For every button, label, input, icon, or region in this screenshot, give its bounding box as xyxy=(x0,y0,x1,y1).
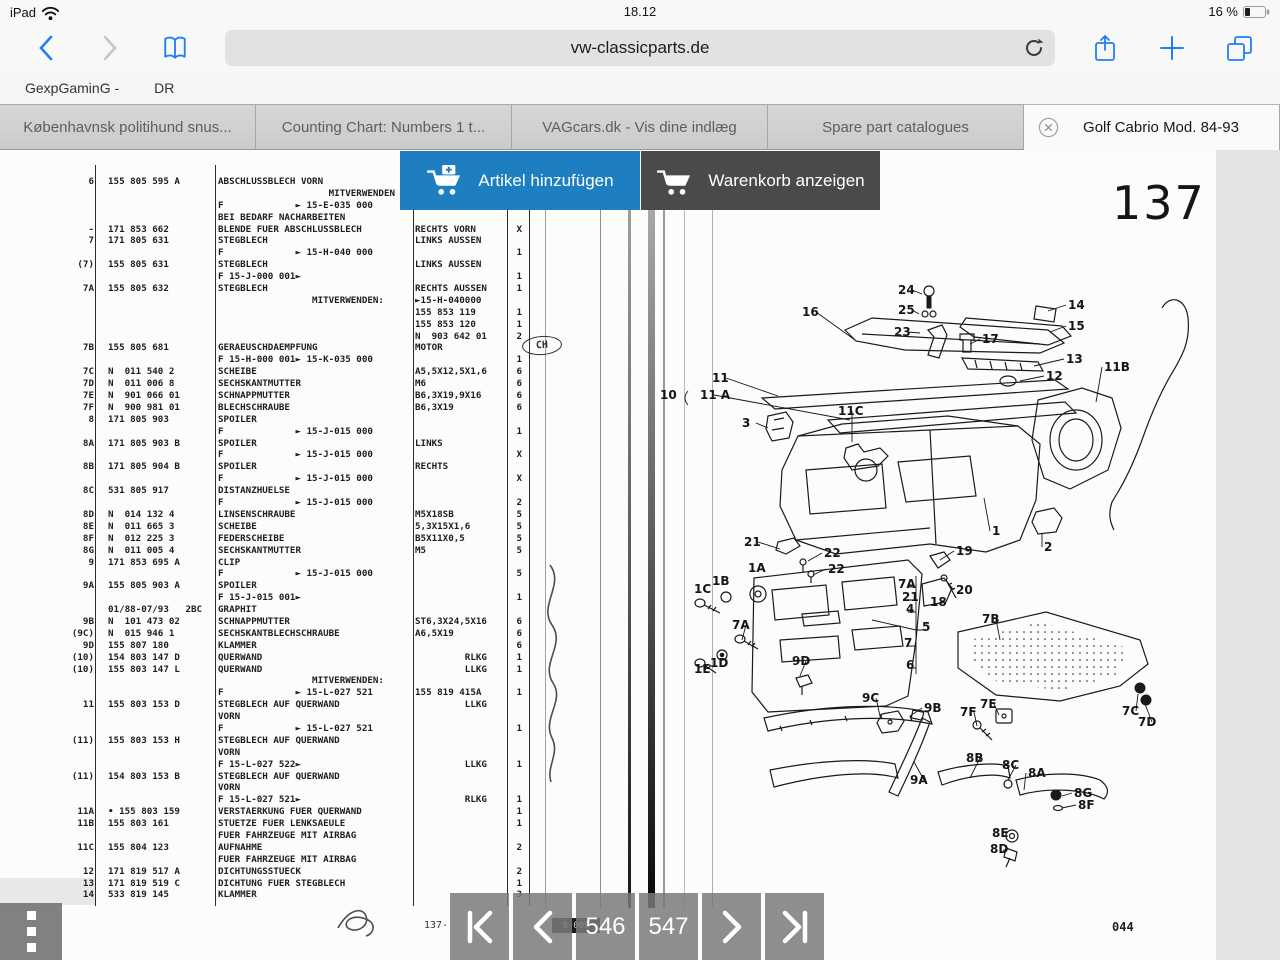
ch-stamp: CH xyxy=(521,335,562,357)
add-article-label: Artikel hinzufügen xyxy=(478,170,614,190)
tab-counting-chart[interactable]: Counting Chart: Numbers 1 t... xyxy=(256,104,512,150)
scan-bottom-number: 044 xyxy=(1112,920,1134,934)
diagram-callout-7C: 7C xyxy=(1122,704,1140,718)
diagram-callout-20: 20 xyxy=(956,583,973,597)
pagination-bar xyxy=(450,893,824,960)
diagram-callout-21: 21 xyxy=(744,535,761,549)
table-row: F ► 15-E-035 000 xyxy=(218,199,373,211)
tab-bar xyxy=(0,104,1280,150)
diagram-callout-18: 18 xyxy=(930,595,947,609)
table-row: 8C 531 805 917 DISTANZHUELSE xyxy=(82,485,290,497)
table-row: (10) 155 803 147 L QUERWAND LLKG 1 xyxy=(71,663,522,675)
table-row: 9D 155 807 180 KLAMMER 6 xyxy=(82,639,522,651)
safari-toolbar xyxy=(0,24,1280,72)
table-row: F ► 15-L-027 521 1 xyxy=(218,722,522,734)
diagram-callout-7: 7 xyxy=(904,636,913,650)
exploded-parts-diagram xyxy=(620,200,1216,960)
bookmarks-bar xyxy=(0,72,1280,104)
diagram-callout-9A: 9A xyxy=(910,773,928,787)
bookmark-item[interactable]: GexpGaminG - xyxy=(25,80,120,96)
table-row: 11A • 155 803 159 VERSTAERKUNG FUER QUERWAND 1 xyxy=(77,806,522,818)
reload-button[interactable] xyxy=(1023,37,1045,59)
table-row: 8F N 012 225 3 FEDERSCHEIBE B5X11X0,5 5 xyxy=(82,532,522,544)
table-row: 11 155 803 153 D STEGBLECH AUF QUERWAND LLKG xyxy=(82,699,487,711)
table-row: N 903 642 01 2 xyxy=(415,330,522,342)
table-row: FUER FAHRZEUGE MIT AIRBAG xyxy=(218,829,357,841)
table-row: 11B 155 803 161 STUETZE FUER LENKSAEULE 1 xyxy=(77,818,522,830)
first-page-button[interactable] xyxy=(450,893,509,960)
address-bar[interactable] xyxy=(225,30,1055,66)
cart-icon xyxy=(656,165,694,197)
table-row: 11C 155 804 123 AUFNAHME 2 xyxy=(77,841,522,853)
tabs-icon xyxy=(1226,35,1253,62)
diagram-callout-11C: 11C xyxy=(838,404,864,418)
table-row: F ► 15-H-040 000 1 xyxy=(218,247,522,259)
share-button[interactable] xyxy=(1088,32,1122,64)
table-row: F ► 15-J-015 000 5 xyxy=(218,568,522,580)
diagram-callout-11A: 11 A xyxy=(700,388,731,402)
overflow-menu-button[interactable] xyxy=(0,903,62,960)
diagram-callout-1B: 1B xyxy=(712,574,730,588)
diagram-callout-1C: 1C xyxy=(694,582,712,596)
url-text: vw-classicparts.de xyxy=(570,38,710,57)
table-row: F ► 15-J-015 000 X xyxy=(218,449,522,461)
diagram-callout-7D: 7D xyxy=(1138,715,1157,729)
diagram-callout-12: 12 xyxy=(1046,369,1063,383)
table-row: 155 853 120 1 xyxy=(415,318,522,330)
current-page-button[interactable]: 546 xyxy=(576,893,635,960)
share-icon xyxy=(1093,33,1117,63)
table-row: F 15-L-027 522► LLKG 1 xyxy=(218,758,522,770)
diagram-callout-1A: 1A xyxy=(748,561,766,575)
table-row: VORN xyxy=(218,782,241,794)
table-row: F ► 15-J-015 000 1 xyxy=(218,425,522,437)
table-row: MITVERWENDEN: xyxy=(218,675,384,687)
table-row: BEI BEDARF NACHARBEITEN xyxy=(218,211,346,223)
plus-icon xyxy=(1158,34,1186,62)
table-row: 7F N 900 981 01 BLECHSCHRAUBE B6,3X19 6 xyxy=(82,401,522,413)
tab-vagcars[interactable]: VAGcars.dk - Vis dine indlæg xyxy=(512,104,768,150)
diagram-callout-3: 3 xyxy=(742,416,751,430)
table-row: (10) 154 803 147 D QUERWAND RLKG 1 xyxy=(71,651,522,663)
diagram-callout-8G: 8G xyxy=(1074,786,1093,800)
table-row: 7E N 901 066 01 SCHNAPPMUTTER B6,3X19,9X16 6 xyxy=(82,390,522,402)
diagram-callout-11: 11 xyxy=(712,371,729,385)
diagram-callout-7A: 7A xyxy=(898,577,916,591)
status-time: 18.12 xyxy=(623,4,657,19)
diagram-callout-7B: 7B xyxy=(982,612,1000,626)
table-row: MITVERWENDEN: ►15-H-040000 xyxy=(218,294,482,306)
table-row: F 15-L-027 521► RLKG 1 xyxy=(218,794,522,806)
catalog-page-number: 137 xyxy=(1112,176,1206,230)
scan-fold-line xyxy=(600,160,601,908)
table-row: 7A 155 805 632 STEGBLECH RECHTS AUSSEN 1 xyxy=(82,283,522,295)
table-row: 13 171 819 519 C DICHTUNG FUER STEGBLECH 1 xyxy=(82,877,522,889)
diagram-callout-16: 16 xyxy=(802,305,819,319)
bookmark-item[interactable]: DR xyxy=(154,80,175,96)
table-row: 8B 171 805 904 B SPOILER RECHTS xyxy=(82,461,449,473)
scan-fold-line xyxy=(545,160,546,908)
diagram-callout-8B: 8B xyxy=(966,751,984,765)
diagram-callout-14: 14 xyxy=(1068,298,1085,312)
diagram-callout-21: 21 xyxy=(902,590,919,604)
diagram-callout-24: 24 xyxy=(898,283,915,297)
table-row: 7 171 805 631 STEGBLECH LINKS AUSSEN xyxy=(88,235,482,247)
battery-percent: 16 % xyxy=(1208,4,1238,19)
diagram-callout-7E: 7E xyxy=(980,697,997,711)
diagram-callout-8C: 8C xyxy=(1002,758,1020,772)
pen-scribble xyxy=(520,560,590,790)
scan-footer-text: 137- xyxy=(424,920,449,931)
diagram-callout-4: 4 xyxy=(906,602,915,616)
table-row: 7B 155 805 681 GERAEUSCHDAEMPFUNG MOTOR xyxy=(82,342,443,354)
active-tab-title: Golf Cabrio Mod. 84-93 xyxy=(1083,119,1239,136)
tab-kobenhavnsk[interactable]: Københavnsk politihund snus... xyxy=(0,104,256,150)
diagram-callout-9B: 9B xyxy=(924,701,942,715)
table-row: - 171 853 662 BLENDE FUER ABSCHLUSSBLECH RECHTS VORN X xyxy=(88,223,522,235)
tab-golf-cabrio-active[interactable] xyxy=(1024,104,1280,150)
table-row: (11) 154 803 153 B STEGBLECH AUF QUERWAND xyxy=(71,770,340,782)
table-row: (11) 155 803 153 H STEGBLECH AUF QUERWAND xyxy=(71,734,340,746)
webpage-content xyxy=(0,150,1280,960)
table-row: F ► 15-J-015 000 X xyxy=(218,473,522,485)
diagram-callout-13: 13 xyxy=(1066,352,1083,366)
diagram-callout-15: 15 xyxy=(1068,319,1085,333)
diagram-callout-10: 10 xyxy=(660,388,677,402)
new-tab-button[interactable] xyxy=(1155,32,1189,64)
diagram-callout-7A: 7A xyxy=(732,618,750,632)
table-row: 8 171 805 903 SPOILER xyxy=(88,413,257,425)
forward-button[interactable] xyxy=(93,32,127,64)
table-row: F 15-H-000 001► 15-K-035 000 1 xyxy=(218,354,522,366)
table-row: F 15-J-015 001► 1 xyxy=(218,592,522,604)
next-page-button[interactable] xyxy=(702,893,761,960)
table-row: 7C N 011 540 2 SCHEIBE A5,5X12,5X1,6 6 xyxy=(82,366,522,378)
previous-page-button[interactable] xyxy=(513,893,572,960)
menu-dot-icon xyxy=(27,927,36,936)
diagram-callout-7F: 7F xyxy=(960,705,977,719)
table-row: 14 533 819 145 KLAMMER xyxy=(82,889,257,901)
table-row: 9B N 101 473 02 SCHNAPPMUTTER ST6,3X24,5X16 6 xyxy=(82,615,522,627)
scan-right-margin xyxy=(1216,150,1280,960)
table-row: 8G N 011 005 4 SECHSKANTMUTTER M5 5 xyxy=(82,544,522,556)
table-row: 7D N 011 006 8 SECHSKANTMUTTER M6 6 xyxy=(82,378,522,390)
diagram-callout-1D: 1D xyxy=(710,656,729,670)
diagram-callout-6: 6 xyxy=(906,658,915,672)
table-row: 9 171 853 695 A CLIP xyxy=(88,556,241,568)
diagram-callout-1: 1 xyxy=(992,524,1001,538)
diagram-callout-8F: 8F xyxy=(1078,798,1095,812)
diagram-callout-8A: 8A xyxy=(1028,766,1046,780)
book-icon xyxy=(162,35,188,61)
next-page-number-button[interactable]: 547 xyxy=(639,893,698,960)
diagram-callout-9D: 9D xyxy=(792,654,811,668)
diagram-callout-25: 25 xyxy=(898,303,915,317)
table-row: VORN xyxy=(218,711,241,723)
pen-scribble xyxy=(328,890,388,950)
diagram-callout-11B: 11B xyxy=(1104,360,1130,374)
tab-spare-part-catalogues[interactable]: Spare part catalogues xyxy=(768,104,1024,150)
diagram-callout-17: 17 xyxy=(982,332,999,346)
diagram-callout-5: 5 xyxy=(922,620,931,634)
parts-table xyxy=(60,176,530,901)
table-row: (7) 155 805 631 STEGBLECH LINKS AUSSEN xyxy=(77,259,482,271)
table-row: F ► 15-J-015 000 2 xyxy=(218,497,522,509)
table-row: F ► 15-L-027 521 155 819 415A 1 xyxy=(218,687,522,699)
view-cart-label: Warenkorb anzeigen xyxy=(708,170,865,190)
diagram-callout-8D: 8D xyxy=(990,842,1009,856)
diagram-callout-9C: 9C xyxy=(862,691,880,705)
last-page-button[interactable] xyxy=(765,893,824,960)
table-row: VORN xyxy=(218,746,241,758)
table-row: F 15-J-000 001► 1 xyxy=(218,271,522,283)
menu-dot-icon xyxy=(27,911,36,920)
diagram-callout-1E: 1E xyxy=(694,662,711,676)
bookmarks-button[interactable] xyxy=(158,32,192,64)
carrier-label: iPad xyxy=(10,5,37,20)
tabs-overview-button[interactable] xyxy=(1222,32,1256,64)
table-row: 12 171 819 517 A DICHTUNGSSTUECK 2 xyxy=(82,865,522,877)
table-row: 01/88-07/93 2BC GRAPHIT xyxy=(108,604,257,616)
table-row: 9A 155 805 903 A SPOILER xyxy=(82,580,257,592)
table-row: MITVERWENDEN xyxy=(218,187,396,199)
table-row: FUER FAHRZEUGE MIT AIRBAG xyxy=(218,853,357,865)
diagram-callout-23: 23 xyxy=(894,325,911,339)
status-bar xyxy=(0,0,1280,24)
table-row: 8D N 014 132 4 LINSENSCHRAUBE M5X18SB 5 xyxy=(82,508,522,520)
diagram-callout-22: 22 xyxy=(828,562,845,576)
back-button[interactable] xyxy=(28,32,62,64)
table-row: 6 155 805 595 A ABSCHLUSSBLECH VORN xyxy=(88,176,324,187)
diagram-callout-8E: 8E xyxy=(992,826,1009,840)
diagram-callout-22: 22 xyxy=(824,546,841,560)
close-tab-icon[interactable] xyxy=(1038,117,1059,138)
table-row: 8E N 011 665 3 SCHEIBE 5,3X15X1,6 5 xyxy=(82,520,522,532)
menu-dot-icon xyxy=(27,943,36,952)
diagram-callout-2: 2 xyxy=(1044,540,1053,554)
battery-icon xyxy=(1243,6,1270,18)
diagram-callout-19: 19 xyxy=(956,544,973,558)
table-row: 155 853 119 1 xyxy=(415,306,522,318)
table-row: 8A 171 805 903 B SPOILER LINKS xyxy=(82,437,443,449)
table-row: (9C) N 015 946 1 SECHSKANTBLECHSCHRAUBE A6,5X19 6 xyxy=(71,627,522,639)
